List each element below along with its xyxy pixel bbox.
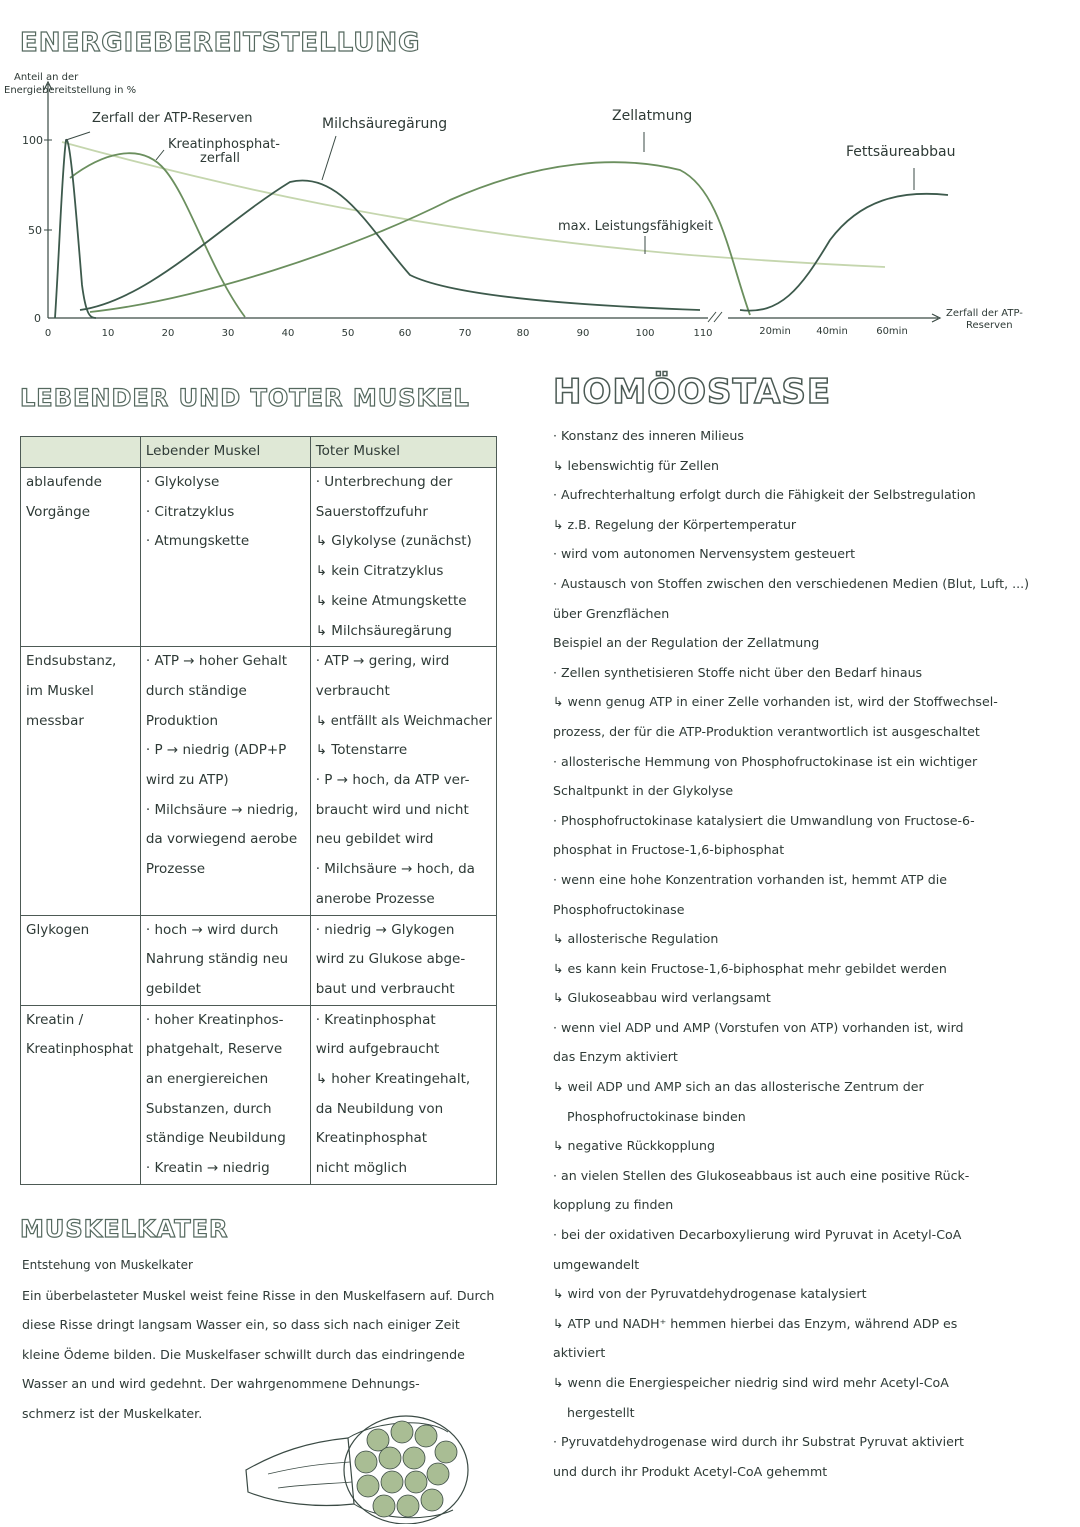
cell-tot — [310, 468, 496, 647]
homoostase-line: ↳ z.B. Regelung der Körpertemperatur — [553, 516, 796, 532]
muscle-fiber-line — [268, 1462, 350, 1474]
homoostase-line: Schaltpunkt in der Glykolyse — [553, 783, 734, 799]
x-tick-90: 90 — [576, 328, 590, 339]
homoostase-line: Phosphofructokinase — [553, 901, 685, 917]
homoostase-line: hergestellt — [567, 1404, 635, 1420]
homoostase-line: · bei der oxidativen Decarboxylierung wird Pyruvat in Acetyl-CoA — [553, 1227, 962, 1243]
curve-zellatmung — [90, 162, 750, 315]
homoostase-line: ↳ allosterische Regulation — [553, 931, 719, 947]
x-axis-end-label-line1: Zerfall der ATP- — [946, 308, 1023, 319]
homoostase-line: · Zellen synthetisieren Stoffe nicht über den Bedarf hinaus — [553, 664, 923, 680]
homoostase-line: · Konstanz des inneren Milieus — [553, 428, 744, 443]
pointer-milch — [322, 136, 336, 180]
cell-line: ↳ Totenstarre — [315, 742, 408, 759]
cell-tot — [310, 915, 496, 1005]
x-tick-100: 100 — [635, 328, 655, 339]
cell-line: da Neubildung von — [315, 1100, 444, 1117]
cell-line: Substanzen, durch — [145, 1100, 272, 1117]
muscle-fascicle — [435, 1441, 457, 1463]
table-row — [21, 647, 497, 915]
y-tick-0: 0 — [34, 312, 41, 325]
label-kreatin-line2: zerfall — [200, 151, 240, 166]
cell-lebend — [140, 468, 310, 647]
muscle-fascicle — [379, 1447, 401, 1469]
table-header-row — [21, 437, 497, 468]
homoostase-line: das Enzym aktiviert — [553, 1049, 678, 1065]
muskelkater-text — [22, 1251, 532, 1428]
table-header-empty — [21, 437, 141, 468]
cell-line: anerobe Prozesse — [315, 890, 435, 907]
cell-line: Endsubstanz, — [26, 653, 117, 670]
homoostase-line: phosphat in Fructose-1,6-biphosphat — [553, 842, 785, 858]
cell-lebend — [140, 1005, 310, 1184]
cell-line: · Kreatin → niedrig — [145, 1160, 270, 1177]
muscle-fascicle — [391, 1421, 413, 1443]
homoostase-line: kopplung zu finden — [553, 1197, 674, 1213]
cell-line: wird zu Glukose abge- — [315, 951, 466, 968]
y-tick-50: 50 — [28, 224, 42, 237]
x-tick-0: 0 — [44, 328, 52, 339]
homoostase-line: ↳ lebenswichtig für Zellen — [553, 457, 719, 473]
label-fett: Fettsäureabbau — [846, 144, 956, 160]
cell-tot — [310, 647, 496, 915]
muscle-fiber-line — [278, 1482, 352, 1488]
label-max: max. Leistungsfähigkeit — [558, 219, 714, 234]
homoostase-text — [553, 421, 1068, 1486]
curve-kreatinphosphat — [70, 153, 245, 317]
muscle-fascicle — [357, 1475, 379, 1497]
muscle-fascicles — [355, 1421, 457, 1517]
cell-line: · ATP → gering, wird — [315, 653, 450, 670]
homoostase-line: · Phosphofructokinase katalysiert die Umwandlung von Fructose-6- — [553, 812, 975, 828]
row-label — [21, 647, 141, 915]
curve-fettsaeure — [740, 194, 948, 311]
y-axis-label-line1: Anteil an der — [14, 72, 79, 83]
homoostase-line: ↳ wird von der Pyruvatdehydrogenase katalysiert — [553, 1286, 867, 1302]
homoostase-line: ↳ wenn genug ATP in einer Zelle vorhanden ist, wird der Stoffwechsel- — [553, 694, 998, 710]
curve-milchsaeure — [80, 180, 700, 310]
muskelkater-subtitle: Entstehung von Muskelkater — [22, 1258, 193, 1272]
pointer-atp — [66, 132, 90, 140]
row-label — [21, 468, 141, 647]
energy-chart — [0, 60, 1080, 350]
muscle-fiber-illustration — [238, 1412, 528, 1524]
cell-line: wird aufgebraucht — [315, 1041, 440, 1058]
cell-line: · hoch → wird durch — [145, 921, 279, 938]
homoostase-line: ↳ wenn die Energiespeicher niedrig sind wird mehr Acetyl-CoA — [553, 1375, 949, 1390]
muscle-fascicle — [403, 1447, 425, 1469]
x-tick-10: 10 — [101, 328, 115, 339]
muscle-fascicle — [381, 1471, 403, 1493]
cell-line: baut und verbraucht — [315, 980, 455, 997]
homoostase-line: ↳ negative Rückkopplung — [553, 1138, 716, 1154]
homoostase-line: ↳ es kann kein Fructose-1,6-biphosphat mehr gebildet werden — [553, 960, 947, 976]
cell-line: · Atmungskette — [145, 533, 250, 550]
muskelkater-line: Wasser an und wird gedehnt. Der wahrgenommene Dehnungs- — [22, 1376, 420, 1391]
cell-line: ↳ hoher Kreatingehalt, — [315, 1071, 471, 1088]
label-atp: Zerfall der ATP-Reserven — [92, 111, 253, 126]
cell-line: ablaufende — [26, 474, 102, 490]
table-row — [21, 915, 497, 1005]
homoostase-line: · allosterische Hemmung von Phosphofructokinase ist ein wichtiger — [553, 753, 978, 769]
x-tick-110: 110 — [693, 328, 713, 339]
table-header-tot: Toter Muskel — [310, 437, 496, 468]
cell-line: Prozesse — [145, 861, 206, 878]
homoostase-line: · Aufrechterhaltung erfolgt durch die Fähigkeit der Selbstregulation — [553, 487, 976, 503]
cell-line: · Glykolyse — [145, 474, 220, 490]
cell-line: Nahrung ständig neu — [145, 951, 289, 968]
x-tick-60: 60 — [398, 328, 412, 339]
chart-title: ENERGIEBEREITSTELLUNG — [20, 28, 421, 58]
cell-line: Kreatinphosphat — [26, 1042, 134, 1058]
table-row — [21, 1005, 497, 1184]
table-header-lebend: Lebender Muskel — [140, 437, 310, 468]
x-tick-40min: 40min — [816, 326, 848, 337]
muscle-fascicle — [421, 1489, 443, 1511]
homoostase-line: ↳ ATP und NADH⁺ hemmen hierbei das Enzym, während ADP es — [553, 1315, 958, 1331]
muscle-tendon — [246, 1438, 354, 1506]
cell-line: neu gebildet wird — [315, 831, 434, 848]
muscle-fascicle — [373, 1495, 395, 1517]
muskel-table — [20, 436, 497, 1185]
homoostase-line: ↳ Glukoseabbau wird verlangsamt — [553, 990, 771, 1006]
muscle-fascicle — [397, 1495, 419, 1517]
cell-line: Produktion — [145, 712, 219, 729]
cell-line: nicht möglich — [315, 1160, 408, 1177]
cell-line: messbar — [26, 712, 84, 729]
homoostase-line: ↳ weil ADP und AMP sich an das allosterische Zentrum der — [553, 1079, 924, 1095]
cell-lebend — [140, 647, 310, 915]
cell-line: Kreatinphosphat — [315, 1130, 428, 1147]
muscle-fascicle — [427, 1463, 449, 1485]
x-tick-70: 70 — [458, 328, 472, 339]
cell-line: an energiereichen — [145, 1071, 269, 1088]
cell-line: verbraucht — [315, 682, 390, 699]
cell-line: · P → niedrig (ADP+P — [145, 742, 287, 759]
cell-line: · hoher Kreatinphos- — [145, 1011, 284, 1028]
cell-line: im Muskel — [26, 682, 94, 699]
cell-line: durch ständige — [145, 682, 247, 699]
cell-line: · Unterbrechung der — [315, 474, 453, 490]
x-tick-20: 20 — [161, 328, 175, 339]
homoostase-line: · wenn eine hohe Konzentration vorhanden ist, hemmt ATP die — [553, 871, 947, 887]
cell-line: ↳ entfällt als Weichmacher — [315, 713, 492, 729]
cell-line: · niedrig → Glykogen — [315, 921, 455, 938]
cell-line: ↳ Glykolyse (zunächst) — [315, 533, 472, 550]
muskelkater-line: Ein überbelasteter Muskel weist feine Risse in den Muskelfasern auf. Durch — [22, 1287, 495, 1303]
muscle-fascicle — [415, 1425, 437, 1447]
homoostase-line: Beispiel an der Regulation der Zellatmung — [553, 635, 820, 651]
curve-atp — [55, 140, 96, 318]
homoostase-line: prozess, der für die ATP-Produktion verantwortlich ist ausgeschaltet — [553, 723, 980, 739]
x-tick-60min: 60min — [876, 326, 908, 337]
cell-line: Kreatin / — [26, 1011, 84, 1028]
muskelkater-title: MUSKELKATER — [20, 1215, 229, 1243]
muskelkater-line: schmerz ist der Muskelkater. — [22, 1405, 203, 1421]
homoostase-line: · wenn viel ADP und AMP (Vorstufen von ATP) vorhanden ist, wird — [553, 1019, 964, 1035]
homoostase-line: umgewandelt — [553, 1256, 640, 1272]
cell-line: ständige Neubildung — [145, 1130, 286, 1147]
y-axis-label-line2: Energiebereitstellung in % — [4, 85, 137, 96]
cell-line: Glykogen — [26, 921, 90, 938]
cell-line: ↳ keine Atmungskette — [315, 592, 467, 609]
homoostase-line: über Grenzflächen — [553, 605, 670, 621]
x-axis-end-label-line2: Reserven — [966, 320, 1013, 331]
muscle-fascicle — [355, 1451, 377, 1473]
cell-line: braucht wird und nicht — [315, 801, 469, 818]
x-tick-80: 80 — [516, 328, 530, 339]
homoostase-line: · wird vom autonomen Nervensystem gesteuert — [553, 546, 856, 562]
cell-line: · Citratzyklus — [145, 503, 235, 520]
cell-tot — [310, 1005, 496, 1184]
cell-line: Vorgänge — [26, 503, 91, 520]
muskelkater-line: diese Risse dringt langsam Wasser ein, so dass sich nach einiger Zeit — [22, 1317, 460, 1332]
muscle-fascicle — [405, 1471, 427, 1493]
cell-line: Sauerstoffzufuhr — [315, 503, 428, 520]
x-ticks — [45, 326, 908, 339]
cell-line: · ATP → hoher Gehalt — [145, 653, 288, 670]
homoostase-line: und durch ihr Produkt Acetyl-CoA gehemmt — [553, 1463, 828, 1479]
homoostase-title: HOMÖOSTASE — [553, 372, 832, 412]
muskel-section-title: LEBENDER UND TOTER MUSKEL — [20, 384, 470, 412]
row-label — [21, 1005, 141, 1184]
cell-line: ↳ kein Citratzyklus — [315, 563, 444, 580]
muskelkater-line: kleine Ödeme bilden. Die Muskelfaser schwillt durch das eindringende — [22, 1346, 465, 1362]
x-tick-40: 40 — [281, 328, 295, 339]
cell-lebend — [140, 915, 310, 1005]
cell-line: phatgehalt, Reserve — [145, 1041, 283, 1058]
pointer-kreatin — [156, 150, 164, 160]
x-tick-50: 50 — [341, 328, 355, 339]
cell-line: · Kreatinphosphat — [315, 1011, 436, 1028]
label-zell: Zellatmung — [612, 108, 693, 124]
row-label — [21, 915, 141, 1005]
cell-line: wird zu ATP) — [145, 772, 229, 789]
x-tick-30: 30 — [221, 328, 235, 339]
y-tick-100: 100 — [22, 134, 43, 147]
homoostase-line: · Austausch von Stoffen zwischen den verschiedenen Medien (Blut, Luft, ...) — [553, 575, 1030, 591]
cell-line: · Milchsäure → niedrig, — [145, 801, 299, 818]
label-milch: Milchsäuregärung — [322, 116, 448, 132]
homoostase-line: aktiviert — [553, 1345, 606, 1361]
homoostase-line: Phosphofructokinase binden — [567, 1108, 746, 1124]
cell-line: gebildet — [145, 980, 201, 997]
cell-line: · P → hoch, da ATP ver- — [315, 772, 470, 789]
label-kreatin-line1: Kreatinphosphat- — [168, 137, 280, 152]
x-tick-20min: 20min — [759, 326, 791, 337]
cell-line: ↳ Milchsäuregärung — [315, 622, 452, 639]
homoostase-line: · an vielen Stellen des Glukoseabbaus ist auch eine positive Rück- — [553, 1167, 970, 1183]
homoostase-line: · Pyruvatdehydrogenase wird durch ihr Substrat Pyruvat aktiviert — [553, 1434, 964, 1450]
table-row — [21, 468, 497, 647]
cell-line: · Milchsäure → hoch, da — [315, 861, 475, 878]
cell-line: da vorwiegend aerobe — [145, 831, 298, 848]
